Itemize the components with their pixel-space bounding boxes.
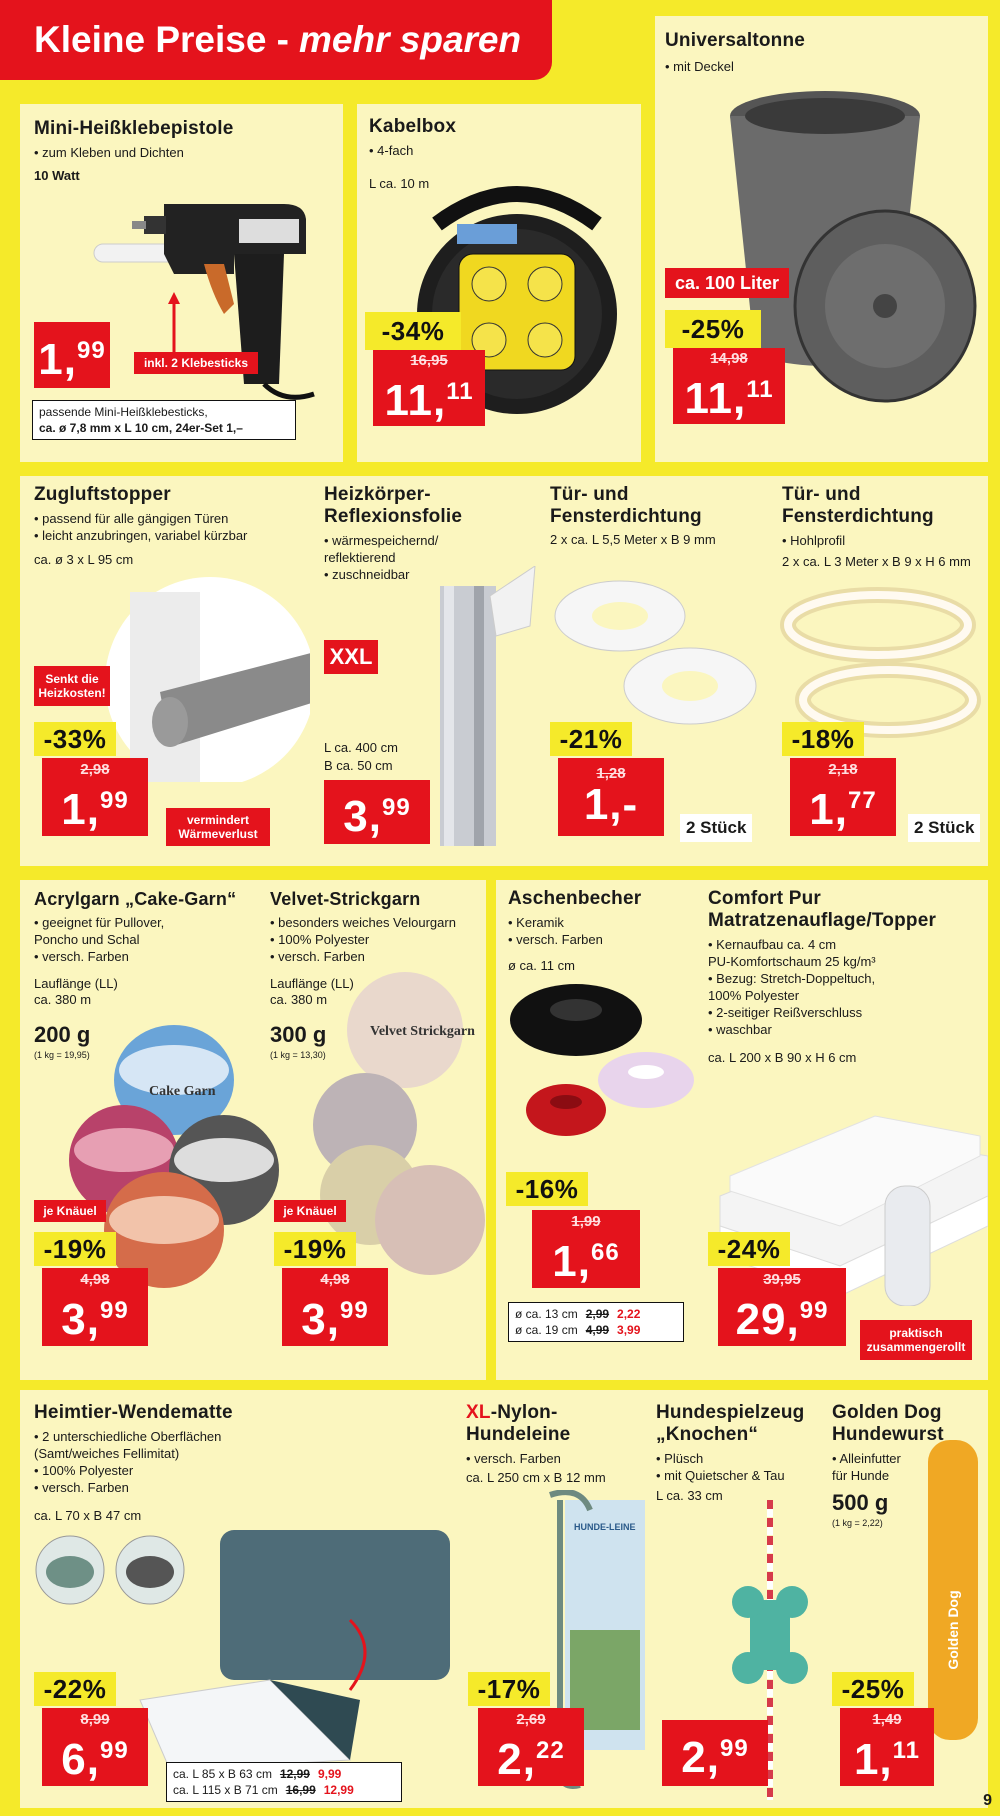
- price-main: 3,: [301, 1294, 340, 1344]
- title-line: Hundeleine: [466, 1424, 571, 1445]
- feature: • versch. Farben: [508, 932, 603, 947]
- title-line: Heizkörper-: [324, 484, 431, 505]
- title-line: Hundespielzeug: [656, 1402, 805, 1423]
- product-title: [466, 1402, 570, 1446]
- new-price: 3,99: [617, 1323, 641, 1337]
- price: [552, 1230, 619, 1285]
- yarn-length: ca. 380 m: [34, 992, 92, 1007]
- rolled-tag: praktisch zusammengerollt: [860, 1320, 972, 1360]
- card-ashtray: [496, 880, 696, 1380]
- title-line: „Knochen“: [656, 1424, 759, 1445]
- sausage-image: [918, 1440, 988, 1740]
- spec: ca. L 250 cm x B 12 mm: [466, 1470, 606, 1485]
- price-box: [673, 348, 785, 424]
- old-price: 1,49: [872, 1710, 902, 1728]
- card-dog-toy: [650, 1390, 826, 1808]
- old-price: 4,98: [320, 1270, 350, 1288]
- product-title: Kabelbox: [369, 116, 457, 137]
- xxl-tag: XXL: [324, 640, 378, 674]
- spec: L ca. 33 cm: [656, 1488, 723, 1503]
- feature: • Kernaufbau ca. 4 cm: [708, 937, 837, 952]
- product-title: Mini-Heißklebepistole: [34, 118, 234, 139]
- title-line: Reflexionsfolie: [324, 506, 463, 527]
- table-row: [515, 1322, 677, 1338]
- card-topper: [696, 880, 988, 1380]
- discount-badge: -16%: [506, 1172, 588, 1206]
- heating-tag: Senkt die Heizkosten!: [34, 666, 110, 706]
- discount-badge: -33%: [34, 722, 116, 756]
- feature: 100% Polyester: [708, 988, 800, 1003]
- product-features: [508, 914, 603, 948]
- spec: 2 x ca. L 3 Meter x B 9 x H 6 mm: [782, 554, 971, 569]
- feature: • geeignet für Pullover,: [34, 915, 165, 930]
- feature: • zuschneidbar: [324, 567, 410, 582]
- old-price: 1,99: [571, 1212, 601, 1230]
- product-title: [782, 484, 934, 528]
- feature: • 2 unterschiedliche Oberflächen: [34, 1429, 222, 1444]
- feature: • 2-seitiger Reißverschluss: [708, 1005, 863, 1020]
- product-features: [270, 914, 456, 965]
- spec: L ca. 10 m: [369, 176, 430, 191]
- price: [61, 1728, 128, 1783]
- card-yarn: [20, 880, 486, 1380]
- price: [61, 778, 128, 833]
- old-price: 39,95: [763, 1270, 801, 1288]
- title-line: Fensterdichtung: [782, 506, 934, 527]
- card-draft-stopper: [20, 476, 310, 866]
- quantity-label: 2 Stück: [908, 814, 980, 842]
- weight: 500 g: [832, 1490, 889, 1515]
- per-ball-tag: je Knäuel: [34, 1200, 106, 1222]
- product-title: [708, 888, 936, 932]
- title-line: Fensterdichtung: [550, 506, 702, 527]
- yarn-length-label: Lauflänge (LL): [34, 976, 118, 991]
- per-ball-tag: je Knäuel: [274, 1200, 346, 1222]
- card-dog-sausage: [826, 1390, 988, 1808]
- price: [736, 1288, 829, 1343]
- pack-label: HUNDE-LEINE: [574, 1522, 636, 1532]
- title-xl: XL: [466, 1402, 491, 1423]
- capacity-tag: ca. 100 Liter: [665, 268, 789, 298]
- price-main: 11,: [684, 373, 747, 423]
- price: [809, 778, 876, 833]
- old-price: 16,95: [410, 351, 448, 369]
- feature: • leicht anzubringen, variabel kürzbar: [34, 528, 248, 543]
- old-price: 1,28: [596, 765, 626, 782]
- product-features: [466, 1450, 561, 1467]
- price-per-kg: (1 kg = 13,30): [270, 1050, 326, 1060]
- price: [384, 369, 473, 424]
- discount-badge: -19%: [34, 1232, 116, 1266]
- price-cent: 11: [446, 377, 474, 405]
- discount-badge: -18%: [782, 722, 864, 756]
- banner-highlight: mehr sparen: [299, 19, 522, 60]
- discount-badge: -21%: [550, 722, 632, 756]
- ashtray-image: [506, 980, 696, 1160]
- feature: • versch. Farben: [34, 1480, 129, 1495]
- price-main: 11,: [384, 375, 447, 425]
- price-cent: 99: [100, 786, 129, 814]
- feature: für Hunde: [832, 1468, 890, 1483]
- sticks-tag: inkl. 2 Klebesticks: [134, 352, 258, 374]
- quantity-label: 2 Stück: [680, 814, 752, 842]
- card-bin: [655, 16, 988, 462]
- table-row: [173, 1782, 395, 1798]
- glue-gun-image: [84, 164, 334, 414]
- spec: 2 x ca. L 5,5 Meter x B 9 mm: [550, 532, 716, 547]
- product-title: Heimtier-Wendematte: [34, 1402, 233, 1423]
- price-main: 1,: [552, 1236, 591, 1286]
- card-seal-2: [768, 476, 988, 866]
- product-features: [665, 58, 734, 75]
- price-main: 1,: [38, 334, 77, 384]
- price-box: [718, 1268, 846, 1346]
- table-row: [173, 1766, 395, 1782]
- page-number: 9: [983, 1792, 992, 1809]
- card-reflective-foil: [310, 476, 536, 866]
- product-features: [782, 532, 845, 549]
- price-main: 3,: [61, 1294, 100, 1344]
- old-price: 14,98: [710, 349, 748, 367]
- yarn-length-label: Lauflänge (LL): [270, 976, 354, 991]
- price-cent: 11: [746, 375, 774, 403]
- price-box: [558, 758, 664, 836]
- feature: (Samt/weiches Fellimitat): [34, 1446, 180, 1461]
- draft-stopper-image: [100, 572, 310, 782]
- discount-badge: -17%: [468, 1672, 550, 1706]
- card-glue-gun: [20, 104, 343, 462]
- price: [61, 1288, 128, 1343]
- spec: ca. L 200 x B 90 x H 6 cm: [708, 1050, 857, 1065]
- feature: • 4-fach: [369, 143, 414, 158]
- price-main: 1,: [809, 784, 848, 834]
- heatloss-tag: vermindert Wärmeverlust: [166, 808, 270, 846]
- price: [38, 328, 105, 383]
- price-box: [373, 350, 485, 426]
- card-cable-box: [357, 104, 641, 462]
- banner-text: Kleine Preise -: [34, 19, 290, 60]
- title-line: -Nylon-: [490, 1402, 558, 1423]
- table-row: [515, 1306, 677, 1322]
- price-box: [324, 780, 430, 844]
- title-line: Hundewurst: [832, 1424, 944, 1445]
- new-price: 2,22: [617, 1307, 641, 1321]
- price-main: 2,: [681, 1732, 720, 1782]
- note-line: passende Mini-Heißklebesticks,: [39, 405, 208, 419]
- feature: • wärmespeichernd/: [324, 533, 439, 548]
- price-box: [662, 1720, 768, 1786]
- feature: • besonders weiches Velourgarn: [270, 915, 456, 930]
- discount-badge: -25%: [832, 1672, 914, 1706]
- feature: • 100% Polyester: [270, 932, 370, 947]
- watt: 10 Watt: [34, 168, 80, 183]
- price-box: [42, 1268, 148, 1346]
- price-main: 3,: [343, 791, 382, 841]
- refill-note: [32, 400, 296, 440]
- length: L ca. 400 cm: [324, 740, 398, 755]
- product-features: [34, 1428, 221, 1496]
- width: B ca. 50 cm: [324, 758, 393, 773]
- feature: • Bezug: Stretch-Doppeltuch,: [708, 971, 876, 986]
- product-title: [550, 484, 702, 528]
- size: ca. L 115 x B 71 cm: [173, 1783, 278, 1797]
- feature: • Plüsch: [656, 1451, 704, 1466]
- price-main: 1,: [853, 1734, 893, 1784]
- title-line: Tür- und: [782, 484, 861, 505]
- product-features: [34, 510, 247, 544]
- feature: PU-Komfortschaum 25 kg/m³: [708, 954, 876, 969]
- old-price: 4,99: [585, 1323, 610, 1337]
- product-features: [34, 914, 164, 965]
- price-cent: 22: [536, 1736, 565, 1764]
- feature: • mit Deckel: [665, 59, 734, 74]
- price: [854, 1728, 920, 1783]
- price: [301, 1288, 368, 1343]
- feature: Poncho und Schal: [34, 932, 140, 947]
- pack-label: Golden Dog: [945, 1590, 961, 1670]
- product-features: [656, 1450, 785, 1484]
- product-title: Velvet-Strickgarn: [270, 889, 421, 909]
- old-price: 2,18: [828, 760, 858, 778]
- feature: • versch. Farben: [466, 1451, 561, 1466]
- card-seal-1: [536, 476, 768, 866]
- discount-badge: -25%: [665, 310, 761, 348]
- product-title: [656, 1402, 804, 1446]
- price-cent: 99: [77, 336, 106, 364]
- page-banner: [0, 0, 552, 80]
- size-price-table: [508, 1302, 684, 1342]
- old-price: 2,99: [585, 1307, 610, 1321]
- price-box: [478, 1708, 584, 1786]
- feature: • zum Kleben und Dichten: [34, 145, 184, 160]
- title-line: Golden Dog: [832, 1402, 942, 1423]
- card-pet-mat: [20, 1390, 460, 1808]
- old-price: 2,69: [516, 1710, 546, 1728]
- product-features: [708, 936, 876, 1038]
- title-line: Tür- und: [550, 484, 629, 505]
- card-dog-leash: [460, 1390, 650, 1808]
- seal-tape-image: [550, 576, 760, 746]
- price-box: [790, 758, 896, 836]
- price-cent: 99: [100, 1296, 129, 1324]
- foil-roll-image: [430, 566, 536, 856]
- price-cent: 99: [382, 793, 411, 821]
- price-main: 29,: [735, 1294, 800, 1344]
- spec: ø ca. 11 cm: [508, 958, 575, 973]
- product-title: [324, 484, 462, 528]
- price-main: 1,: [61, 784, 100, 834]
- product-title: Acrylgarn „Cake-Garn“: [34, 889, 237, 909]
- feature: • Hohlprofil: [782, 533, 846, 548]
- price-cent: 99: [100, 1736, 129, 1764]
- size-price-table: [166, 1762, 402, 1802]
- price-cent: 11: [892, 1736, 921, 1764]
- feature: reflektierend: [324, 550, 396, 565]
- weight: 200 g: [34, 1022, 91, 1047]
- price: [681, 1726, 748, 1781]
- feature: • passend für alle gängigen Türen: [34, 511, 229, 526]
- new-price: 9,99: [317, 1767, 342, 1781]
- feature: • Alleinfutter: [832, 1451, 901, 1466]
- price-box: [532, 1210, 640, 1288]
- size: ca. L 85 x B 63 cm: [173, 1767, 272, 1781]
- spec: ca. L 70 x B 47 cm: [34, 1508, 142, 1523]
- price-main: 2,: [497, 1734, 536, 1784]
- feature: • versch. Farben: [34, 949, 129, 964]
- feature: • 100% Polyester: [34, 1463, 134, 1478]
- price-cent: 99: [799, 1296, 829, 1324]
- old-price: 8,99: [80, 1710, 110, 1728]
- velvet-label: Velvet Strickgarn: [370, 1024, 475, 1039]
- title-line: Matratzenauflage/Topper: [708, 910, 937, 931]
- discount-badge: -24%: [708, 1232, 790, 1266]
- price-per-kg: (1 kg = 19,95): [34, 1050, 90, 1060]
- cake-label: Cake Garn: [149, 1084, 216, 1099]
- feature: • Keramik: [508, 915, 564, 930]
- product-features: [34, 144, 184, 161]
- price: [497, 1728, 564, 1783]
- price-cent: 99: [340, 1296, 369, 1324]
- price-box: [34, 322, 110, 388]
- price: [343, 785, 410, 840]
- price-box: [282, 1268, 388, 1346]
- old-price: 4,98: [80, 1270, 110, 1288]
- size: ø ca. 13 cm: [515, 1307, 578, 1321]
- feature: • waschbar: [708, 1022, 772, 1037]
- title-line: Comfort Pur: [708, 888, 822, 909]
- feature: • versch. Farben: [270, 949, 365, 964]
- price: 1,-: [583, 780, 639, 829]
- product-title: Universaltonne: [665, 30, 806, 51]
- price-cent: 66: [591, 1238, 620, 1266]
- feature: • mit Quietscher & Tau: [656, 1468, 785, 1483]
- product-features: [832, 1450, 901, 1484]
- price-box: [840, 1708, 934, 1786]
- product-title: Aschenbecher: [508, 888, 642, 909]
- price-cent: 99: [720, 1734, 749, 1762]
- price-per-kg: (1 kg = 2,22): [832, 1518, 883, 1528]
- discount-badge: -34%: [365, 312, 461, 350]
- price-cent: 77: [848, 786, 877, 814]
- yarn-length: ca. 380 m: [270, 992, 328, 1007]
- note-line: ca. ø 7,8 mm x L 10 cm, 24er-Set 1,–: [39, 421, 243, 435]
- weight: 300 g: [270, 1022, 327, 1047]
- discount-badge: -19%: [274, 1232, 356, 1266]
- new-price: 12,99: [323, 1783, 354, 1797]
- size: ø ca. 19 cm: [515, 1323, 578, 1337]
- price-box: [42, 1708, 148, 1786]
- product-features: [324, 532, 438, 583]
- price: [684, 367, 773, 422]
- discount-badge: -22%: [34, 1672, 116, 1706]
- price-main: 6,: [61, 1734, 100, 1784]
- old-price: 12,99: [279, 1767, 310, 1781]
- price-box: [42, 758, 148, 836]
- spec: ca. ø 3 x L 95 cm: [34, 552, 134, 567]
- old-price: 16,99: [285, 1783, 316, 1797]
- product-title: Zugluftstopper: [34, 484, 171, 505]
- old-price: 2,98: [80, 760, 110, 778]
